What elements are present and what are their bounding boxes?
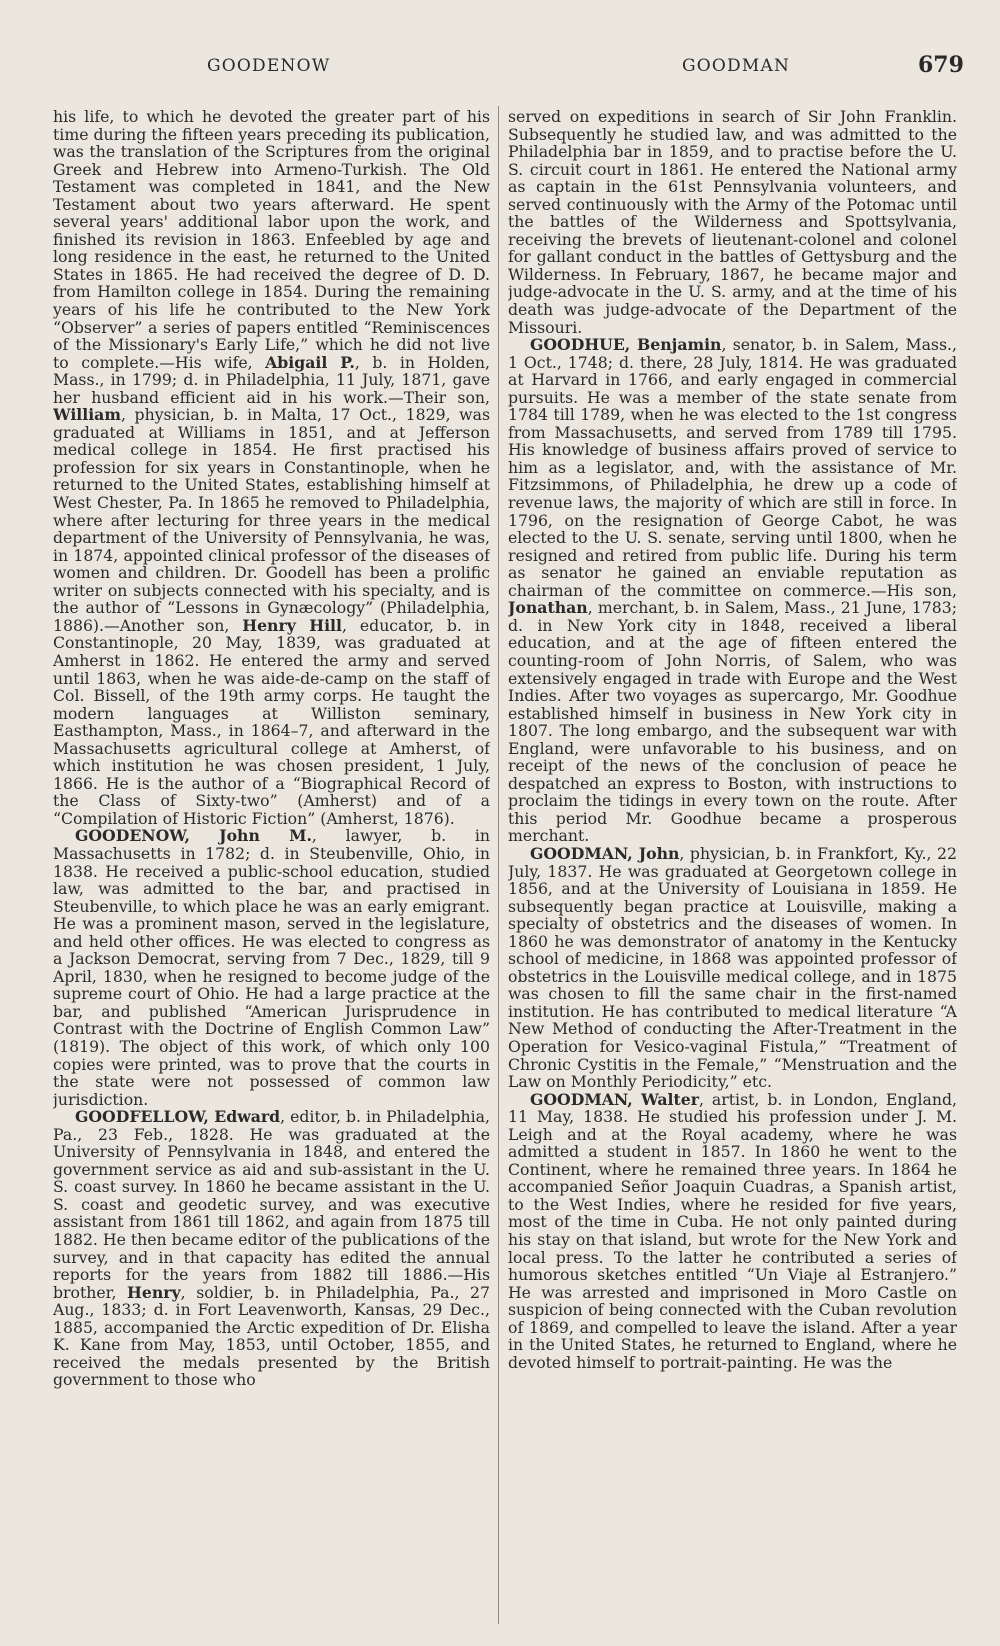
text-run: , lawyer, b. in Massachusetts in 1782; d. in Steubenville, Ohio, in 1838. He received a public-school education, studied law, was admitted to the bar, and practised in Steubenville, to which place he was an early emigrant. He was a prominent mason, served in the legislature, and held other offices. He was elected to congress as a Jackson Democrat, serving from 7 Dec., 1829, till 9 April, 1830, when he resigned to become judge of the supreme court of Ohio. He had a large practice at the bar, and published “American Jurisprudence in Contrast with the Doctrine of English Common Law” (1819). The object of this work, of which only 100 copies were printed, was to prove that the courts in the state were not possessed of common law jurisdiction. [53,826,490,1109]
header-left-word: GOODENOW [207,56,331,76]
left-column [53,108,490,1623]
entry-goodman-john [508,845,957,1091]
entry-goodhue [508,336,957,845]
page-number: 679 [918,52,964,78]
person-name: William [53,405,121,425]
text-run: served on expeditions in search of Sir John Franklin. Subsequently he studied law, and was admitted to the Philadelphia bar in 1859, and to practise before the U. S. circuit court in 1861. He entered the National army as captain in the 61st Pennsylvania volunteers, and served continuously with the Army of the Potomac until the battles of the Wilderness and Spottsylvania, receiving the brevets of lieutenant-colonel and colonel for gallant conduct in the battles of Gettysburg and the Wilderness. In February, 1867, he became major and judge-advocate in the U. S. army, and at the time of his death was judge-advocate of the Department of the Missouri. [508,108,957,337]
text-run: , editor, b. in Philadelphia, Pa., 23 Feb., 1828. He was graduated at the University of Pennsylvania in 1848, and entered the government service as aid and sub-assistant in the U. S. coast survey. In 1860 he became assistant in the U. S. coast and geodetic survey, and was executive assistant from 1861 till 1862, and again from 1875 till 1882. He then became editor of the publications of the survey, and in that capacity has edited the annual reports for the years from 1882 till 1886.—His brother, [53,1107,490,1302]
text-run: his life, to which he devoted the greater part of his time during the fifteen years preceding its publication, was the translation of the Scriptures from the original Greek and Hebrew into Armeno-Turkish. The Old Testament was completed in 1841, and the New Testament about two years afterward. He spent several years' additional labor upon the work, and finished its revision in 1863. Enfeebled by age and long residence in the east, he returned to the United States in 1865. He had received the degree of D. D. from Hamilton college in 1854. During the remaining years of his life he contributed to the New York “Observer” a series of papers entitled “Reminiscences of the Missionary's Early Life,” which he did not live to complete.—His wife, [53,108,490,372]
entry-goodenow [53,827,490,1108]
person-name: Abigail P. [265,352,355,372]
entry-goodfellow [53,1108,490,1389]
running-header [0,52,1000,88]
text-run: , soldier, b. in Philadelphia, Pa., 27 Aug., 1833; d. in Fort Leavenworth, Kansas, 29 Dec., 1885, accompanied the Arctic expedition of Dr. Elisha K. Kane from May, 1853, until October, 1855, and received the medals presented by the British government to those who [53,1282,490,1390]
entry-heading: GOODMAN, John [530,843,680,863]
right-column [508,108,957,1623]
person-name: Henry Hill [242,615,342,635]
entry-goodman-walter [508,1091,957,1372]
paragraph-continuation [508,108,957,336]
header-right-word: GOODMAN [682,56,791,76]
entry-heading: GOODENOW, John M. [75,826,312,846]
person-name: Jonathan [508,598,588,618]
column-divider [498,106,499,1624]
entry-heading: GOODMAN, Walter [530,1089,699,1109]
text-run: , physician, b. in Malta, 17 Oct., 1829, was graduated at Williams in 1851, and at Jefferson medical college in 1854. He first practised his profession for six years in Constantinople, when he returned to the United States, establishing himself at West Chester, Pa. In 1865 he removed to Philadelphia, where after lecturing for three years in the medical department of the University of Pennsylvania, he was, in 1874, appointed clinical professor of the diseases of women and children. Dr. Goodell has been a prolific writer on subjects connected with his specialty, and is the author of “Lessons in Gynæcology” (Philadelphia, 1886).—Another son, [53,405,490,635]
text-run: , b. in Holden, Mass., in 1799; d. in Philadelphia, 11 July, 1871, gave her husband efficient aid in his work.—Their son, [53,352,490,407]
paragraph-continuation [53,108,490,827]
text-run: , artist, b. in London, England, 11 May, 1838. He studied his profession under J. M. Leigh and at the Royal academy, where he was admitted a student in 1857. In 1860 he went to the Continent, where he remained three years. In 1864 he accompanied Señor Joaquin Cuadras, a Spanish artist, to the West Indies, where he resided for five years, most of the time in Cuba. He not only painted during his stay on that island, but wrote for the New York and local press. To the latter he contributed a series of humorous sketches entitled “Un Viaje al Estranjero.” He was arrested and imprisoned in Moro Castle on suspicion of being connected with the Cuban revolution of 1869, and compelled to leave the island. After a year in the United States, he returned to England, where he devoted himself to portrait-painting. He was the [508,1089,957,1372]
person-name: Henry [127,1282,181,1302]
text-run: , senator, b. in Salem, Mass., 1 Oct., 1748; d. there, 28 July, 1814. He was graduated at Harvard in 1766, and early engaged in commercial pursuits. He was a member of the state senate from 1784 till 1789, when he was elected to the 1st congress from Massachusetts, and served from 1789 till 1795. His knowledge of business affairs proved of service to him as a legislator, and, with the assistance of Mr. Fitzsimmons, of Philadelphia, he drew up a code of revenue laws, the majority of which are still in force. In 1796, on the resignation of George Cabot, he was elected to the U. S. senate, serving until 1800, when he resigned and retired from public life. During his term as senator he gained an enviable reputation as chairman of the committee on commerce.—His son, [508,335,957,600]
text-run: , merchant, b. in Salem, Mass., 21 June, 1783; d. in New York city in 1848, received a liberal education, and at the age of fifteen entered the counting-room of John Norris, of Salem, who was extensively engaged in trade with Europe and the West Indies. After two voyages as supercargo, Mr. Goodhue established himself in business in New York city in 1807. The long embargo, and the subsequent war with England, were unfavorable to his business, and on receipt of the news of the conclusion of peace he despatched an express to Boston, with instructions to proclaim the tidings in every town on the route. After this period Mr. Goodhue became a prosperous merchant. [508,598,957,846]
entry-heading: GOODFELLOW, Edward [75,1107,281,1127]
text-run: , educator, b. in Constantinople, 20 May, 1839, was graduated at Amherst in 1862. He entered the army and served until 1863, when he was aide-de-camp on the staff of Col. Bissell, of the 19th army corps. He taught the modern languages at Williston seminary, Easthampton, Mass., in 1864–7, and afterward in the Massachusetts agricultural college at Amherst, of which institution he was chosen president, 1 July, 1866. He is the author of a “Biographical Record of the Class of Sixty-two” (Amherst) and of a “Compilation of Historic Fiction” (Amherst, 1876). [53,615,490,828]
text-run: , physician, b. in Frankfort, Ky., 22 July, 1837. He was graduated at Georgetown college in 1856, and at the University of Louisiana in 1859. He subsequently began practice at Louisville, making a specialty of obstetrics and the diseases of women. In 1860 he was demonstrator of anatomy in the Kentucky school of medicine, in 1868 was appointed professor of obstetrics in the Louisville medical college, and in 1875 was chosen to fill the same chair in the first-named institution. He has contributed to medical literature “A New Method of conducting the After-Treatment in the Operation for Vesico-vaginal Fistula,” “Treatment of Chronic Cystitis in the Female,” “Menstruation and the Law on Monthly Periodicity,” etc. [508,843,957,1092]
entry-heading: GOODHUE, Benjamin [530,335,722,355]
